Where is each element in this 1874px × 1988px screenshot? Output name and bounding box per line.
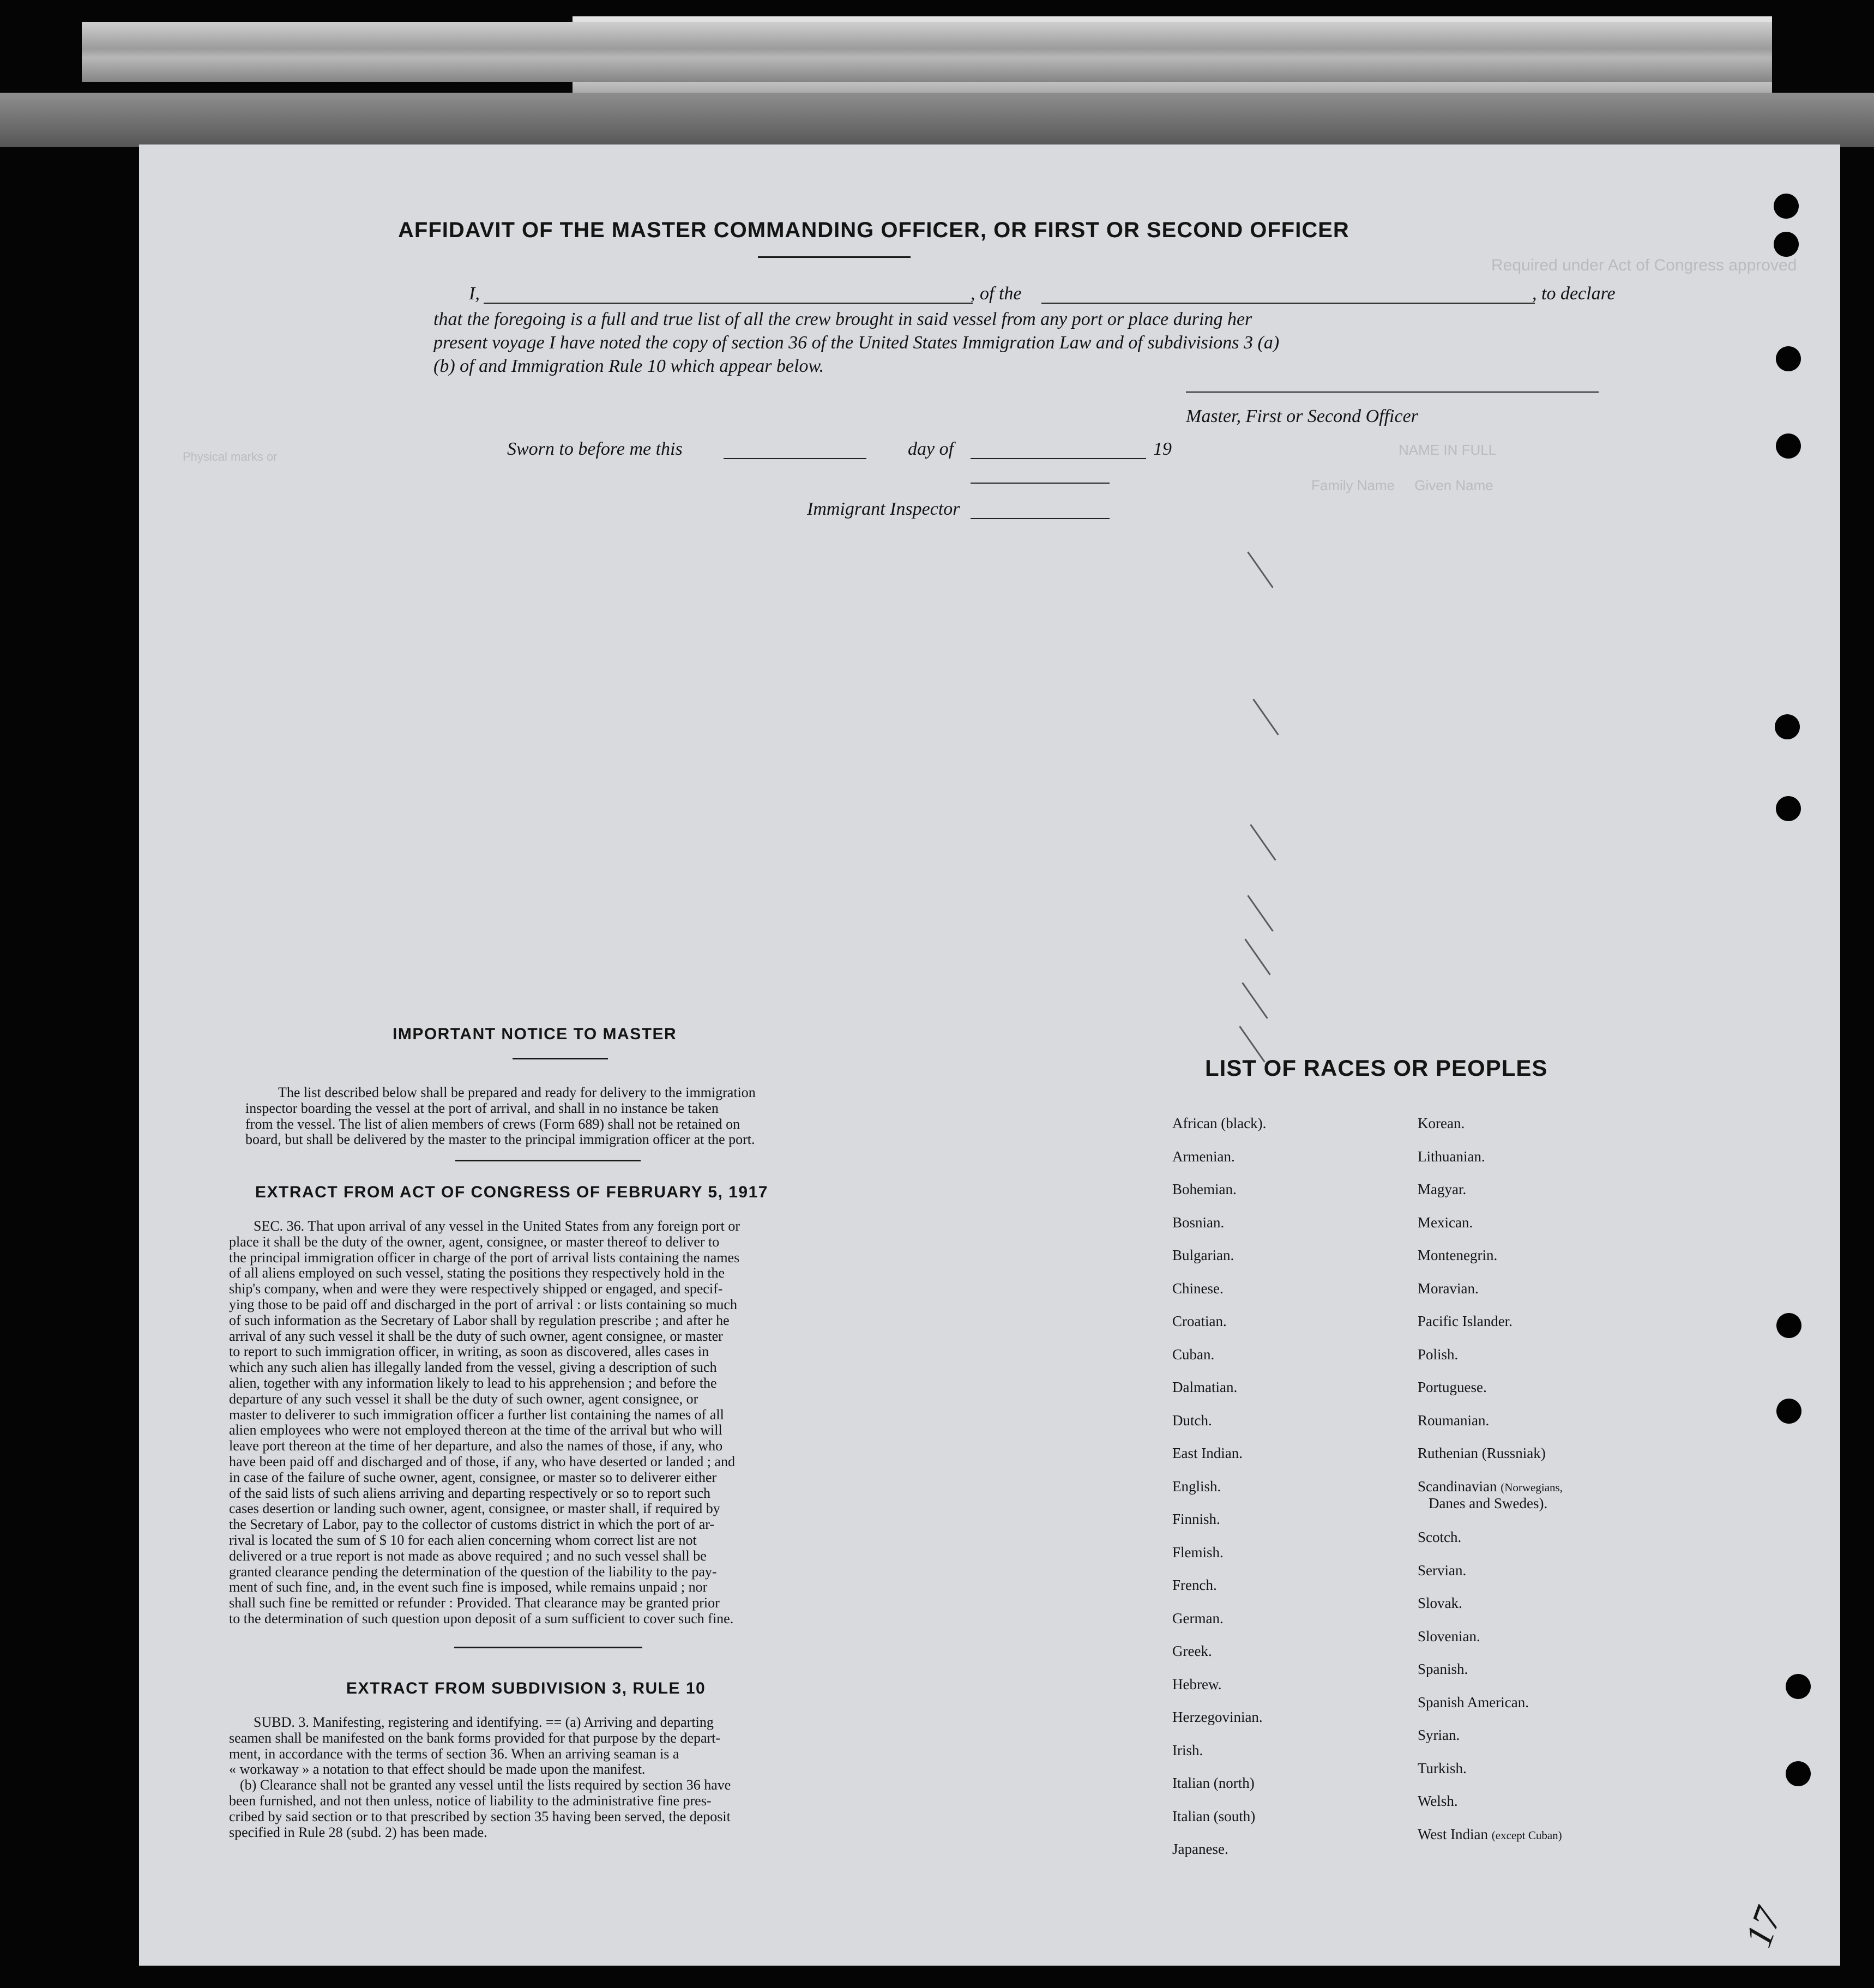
affidavit-line2: present voyage I have noted the copy of section 36 of the United States Immigration Law and of subdivisions 3 (a) (433, 333, 1280, 353)
race-label: Magyar. (1418, 1181, 1467, 1197)
race-item (1418, 1727, 1460, 1744)
title-underline (758, 256, 911, 258)
race-label: Lithuanian. (1418, 1148, 1485, 1165)
punch-hole (1775, 714, 1800, 739)
race-label: Mexican. (1418, 1214, 1473, 1231)
punch-hole (1776, 1313, 1801, 1338)
race-label: Slovak. (1418, 1595, 1462, 1611)
rule-heading: EXTRACT FROM SUBDIVISION 3, RULE 10 (346, 1679, 706, 1697)
act-body (229, 1219, 881, 1627)
sworn-text: Sworn to before me this (507, 439, 683, 459)
punch-hole (1786, 1674, 1811, 1699)
affidavit-line1: that the foregoing is a full and true list of all the crew brought in said vessel from any port or place during her (433, 309, 1252, 329)
signature-label: Master, First or Second Officer (1186, 406, 1418, 426)
rule-line: cribed by said section or to that prescribed by section 35 having been served, the deposit (229, 1808, 731, 1824)
race-label: Roumanian. (1418, 1412, 1490, 1429)
section-divider (454, 1647, 642, 1648)
punch-hole (1774, 194, 1799, 219)
act-line: departure of any such vessel it shall be the duty of such owner, agent consignee, or (229, 1390, 698, 1407)
act-line: delivered or a true report is not made as above required ; and no such vessel shall be (229, 1547, 707, 1564)
inspector-blank (971, 518, 1110, 519)
race-label: Scotch. (1418, 1529, 1462, 1545)
race-item: Greek. (1172, 1643, 1212, 1659)
race-note: (except Cuban) (1491, 1828, 1562, 1842)
affidavit-to-declare: , to declare (1532, 284, 1616, 304)
pencil-mark (1252, 698, 1279, 735)
bleed-through-text: Family Name Given Name (1311, 477, 1493, 493)
affidavit-line3: (b) of and Immigration Rule 10 which appear below. (433, 356, 824, 376)
race-item: Cuban. (1172, 1346, 1215, 1363)
race-label: Moravian. (1418, 1280, 1479, 1297)
act-line: the Secretary of Labor, pay to the collector of customs district in which the port of ar- (229, 1516, 715, 1533)
rule-line: seamen shall be manifested on the bank forms provided for that purpose by the depart- (229, 1730, 721, 1746)
race-item (1418, 1478, 1563, 1512)
rule-line: SUBD. 3. Manifesting, registering and identifying. == (a) Arriving and departing (254, 1714, 714, 1730)
rule-line: (b) Clearance shall not be granted any vessel until the lists required by section 36 have (240, 1777, 731, 1793)
notice-line: inspector boarding the vessel at the port of arrival, and shall in no instance be taken (245, 1100, 719, 1116)
race-item: Dalmatian. (1172, 1379, 1238, 1395)
race-item: Dutch. (1172, 1412, 1212, 1429)
act-line: of the said lists of such aliens arriving and departing respectively or so to report such (229, 1485, 711, 1501)
race-label: Slovenian. (1418, 1628, 1480, 1644)
signature-line (1186, 391, 1599, 393)
act-line: master to deliverer to such immigration officer a further list containing the names of all (229, 1406, 724, 1423)
pencil-mark (1247, 895, 1273, 931)
race-item (1418, 1595, 1462, 1612)
race-item: Bosnian. (1172, 1214, 1225, 1231)
race-item: German. (1172, 1610, 1224, 1626)
race-item: Herzegovinian. (1172, 1709, 1263, 1725)
race-item: Hebrew. (1172, 1676, 1222, 1692)
notice-line: The list described below shall be prepared and ready for delivery to the immigration (278, 1085, 756, 1100)
punch-hole (1774, 232, 1799, 257)
race-item (1418, 1181, 1466, 1198)
race-label: Montenegrin. (1418, 1247, 1498, 1263)
binder-shadow (0, 93, 1874, 147)
punch-hole (1776, 1399, 1801, 1424)
race-item (1418, 1793, 1458, 1810)
manifest-page (139, 144, 1840, 1966)
race-item: African (black). (1172, 1115, 1267, 1131)
notice-line: board, but shall be delivered by the master to the principal immigration officer at the port. (245, 1131, 755, 1148)
vessel-blank (1041, 303, 1535, 304)
pencil-mark (1242, 982, 1268, 1019)
act-line: of all aliens employed on such vessel, stating the positions they respectively hold in the (229, 1265, 725, 1281)
race-item (1418, 1529, 1461, 1546)
race-item (1418, 1562, 1466, 1579)
races-heading: LIST OF RACES OR PEOPLES (1205, 1055, 1548, 1081)
act-line: ship's company, when and were they were respectively shipped or engaged, and specif- (229, 1281, 723, 1297)
race-item: English. (1172, 1478, 1221, 1495)
punch-hole (1786, 1761, 1811, 1786)
race-item: Irish. (1172, 1742, 1203, 1758)
day-of-text: day of (908, 439, 954, 459)
race-item: Japanese. (1172, 1841, 1228, 1857)
affidavit-of-the: , of the (971, 284, 1022, 304)
affidavit-i: I, (469, 284, 480, 304)
race-label: Korean. (1418, 1115, 1465, 1131)
race-note: (Norwegians, (1501, 1480, 1563, 1494)
month-blank (971, 458, 1146, 459)
act-line: to report to such immigration officer, in writing, as soon as discovered, alles cases in (229, 1344, 709, 1360)
race-item (1418, 1661, 1468, 1678)
race-label: Pacific Islander. (1418, 1313, 1513, 1329)
race-label: Welsh. (1418, 1793, 1458, 1809)
race-item (1418, 1313, 1513, 1330)
race-item: French. (1172, 1577, 1217, 1593)
act-line: leave port thereon at the time of her departure, and also the names of those, if any, who (229, 1438, 723, 1454)
punch-hole (1776, 796, 1801, 821)
act-line: ying those to be paid off and discharged in the port of arrival : or lists containing so much (229, 1296, 737, 1312)
race-item: Italian (north) (1172, 1775, 1255, 1791)
notice-heading: IMPORTANT NOTICE TO MASTER (393, 1025, 677, 1043)
act-line: arrival of any such vessel it shall be the duty of such owner, agent consignee, or master (229, 1328, 723, 1344)
pencil-mark (1244, 938, 1270, 975)
race-item (1418, 1628, 1480, 1645)
act-line: shall such fine be remitted or refunder : Provided. That clearance may be granted prior (229, 1595, 720, 1611)
race-item: Italian (south) (1172, 1808, 1256, 1824)
act-line: ment of such fine, and, in the event such fine is imposed, while remains unpaid ; nor (229, 1579, 708, 1595)
rule-line: specified in Rule 28 (subd. 2) has been made. (229, 1824, 487, 1840)
notice-underline (513, 1058, 608, 1059)
race-label: Ruthenian (Russniak) (1418, 1445, 1546, 1461)
rule-line: been furnished, and not then unless, notice of liability to the administrative fine pres- (229, 1792, 712, 1809)
race-item (1418, 1826, 1562, 1843)
race-label: Turkish. (1418, 1760, 1467, 1776)
race-item (1418, 1445, 1546, 1462)
race-label: Portuguese. (1418, 1379, 1487, 1395)
act-line: of such information as the Secretary of Labor shall by regulation prescribe ; and after he (229, 1312, 730, 1328)
bleed-through-text: Physical marks or (183, 450, 278, 463)
act-line: alien employees who were not employed thereon at the time of the arrival but who will (229, 1422, 722, 1438)
act-line: rival is located the sum of $ 10 for each alien concerning whom correct list are not (229, 1532, 697, 1548)
race-item (1418, 1346, 1458, 1363)
race-item: Bulgarian. (1172, 1247, 1234, 1263)
pencil-mark (1247, 551, 1273, 588)
race-item: Bohemian. (1172, 1181, 1237, 1197)
race-item: Flemish. (1172, 1544, 1224, 1561)
punch-hole (1776, 346, 1801, 371)
act-line: SEC. 36. That upon arrival of any vessel in the United States from any foreign port or (254, 1218, 740, 1234)
race-item: East Indian. (1172, 1445, 1243, 1461)
page-number: 17 (1737, 1902, 1790, 1953)
notice-body (245, 1085, 881, 1148)
day-blank (724, 458, 866, 459)
act-line: cases desertion or landing such owner, agent, consignee, or master shall, if required by (229, 1501, 720, 1517)
race-label: Syrian. (1418, 1727, 1460, 1743)
inspector-signature-line (971, 483, 1110, 484)
year-prefix: 19 (1153, 439, 1172, 459)
pencil-mark (1250, 824, 1276, 860)
race-note: Danes and Swedes). (1429, 1495, 1548, 1511)
act-line: alien, together with any information likely to lead to his apprehension ; and before the (229, 1375, 717, 1391)
rule-line: ment, in accordance with the terms of section 36. When an arriving seaman is a (229, 1745, 679, 1762)
notice-line: from the vessel. The list of alien members of crews (Form 689) shall not be retained on (245, 1116, 740, 1132)
act-line: have been paid off and discharged and of those, if any, who have deserted or landed ; and (229, 1453, 735, 1469)
act-line: granted clearance pending the determination of the question of the liability to the pay- (229, 1563, 717, 1580)
race-item: Armenian. (1172, 1148, 1235, 1165)
affidavit-title: AFFIDAVIT OF THE MASTER COMMANDING OFFICER, OR FIRST OR SECOND OFFICER (398, 218, 1349, 242)
race-item (1418, 1115, 1465, 1132)
race-item (1418, 1412, 1489, 1429)
race-label: Scandinavian (1418, 1478, 1497, 1495)
race-label: Servian. (1418, 1562, 1467, 1579)
act-line: which any such alien has illegally landed from the vessel, giving a description of such (229, 1359, 717, 1376)
race-item (1418, 1694, 1529, 1711)
race-item (1418, 1214, 1473, 1231)
section-divider (455, 1160, 641, 1161)
race-item (1418, 1148, 1485, 1165)
punch-hole (1776, 433, 1801, 459)
bleed-through-text: Required under Act of Congress approved (1491, 256, 1797, 274)
race-item (1418, 1280, 1479, 1297)
rule-body (229, 1715, 881, 1840)
binder-strip (82, 22, 1772, 82)
race-item (1418, 1379, 1487, 1396)
rule-line: « workaway » a notation to that effect should be made upon the manifest. (229, 1761, 646, 1778)
race-item: Finnish. (1172, 1511, 1220, 1527)
race-item (1418, 1247, 1497, 1264)
race-item (1418, 1760, 1467, 1777)
race-item: Croatian. (1172, 1313, 1227, 1329)
race-label: Polish. (1418, 1346, 1459, 1363)
act-heading: EXTRACT FROM ACT OF CONGRESS OF FEBRUARY 5, 1917 (255, 1183, 768, 1201)
name-blank (484, 303, 973, 304)
race-label: Spanish. (1418, 1661, 1468, 1677)
act-line: the principal immigration officer in charge of the port of arrival lists containing the names (229, 1249, 740, 1266)
bleed-through-text: NAME IN FULL (1399, 442, 1497, 458)
race-label: Spanish American. (1418, 1694, 1529, 1710)
race-item: Chinese. (1172, 1280, 1224, 1297)
race-label: West Indian (1418, 1826, 1489, 1842)
act-line: place it shall be the duty of the owner, agent, consignee, or master thereof to deliver to (229, 1233, 720, 1250)
inspector-label: Immigrant Inspector (807, 499, 960, 519)
act-line: in case of the failure of suche owner, agent, consignee, or master so to deliverer either (229, 1469, 717, 1485)
act-line: to the determination of such question upon deposit of a sum sufficient to cover such fine. (229, 1610, 734, 1626)
